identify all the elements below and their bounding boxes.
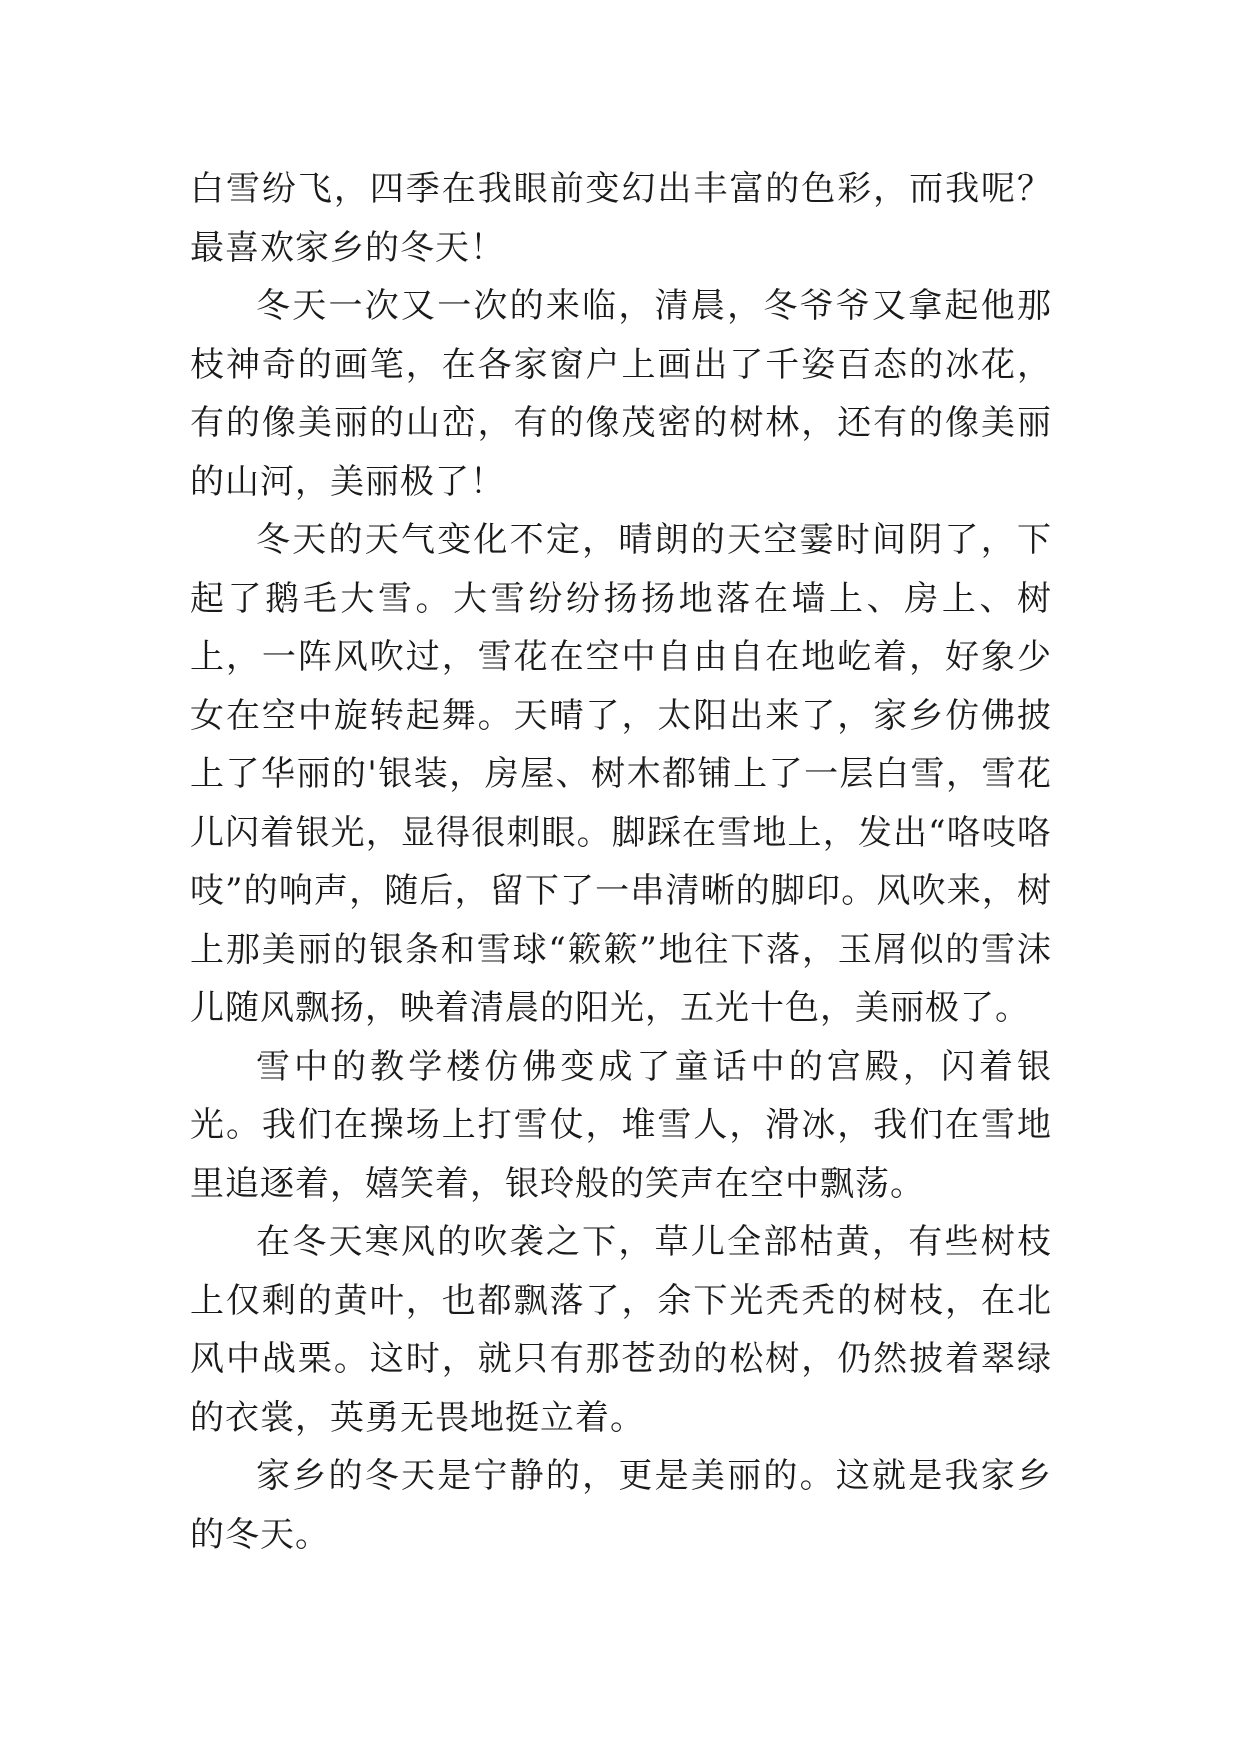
document-page [190,160,1052,1564]
paragraph-6: 家乡的冬天是宁静的，更是美丽的。这就是我家乡的冬天。 [190,1456,1052,1555]
paragraph-5: 在冬天寒风的吹袭之下，草儿全部枯黄，有些树枝上仅剩的黄叶，也都飘落了，余下光秃秃的树枝，在北风中战栗。这时，就只有那苍劲的松树，仍然披着翠绿的衣裳，英勇无畏地挺立着。 [190,1222,1052,1438]
paragraph-1: 白雪纷飞，四季在我眼前变幻出丰富的色彩，而我呢？最喜欢家乡的冬天！ [190,169,1052,268]
paragraph-4: 雪中的教学楼仿佛变成了童话中的宫殿，闪着银光。我们在操场上打雪仗，堆雪人，滑冰，我们在雪地里追逐着，嬉笑着，银玲般的笑声在空中飘荡。 [190,1046,1052,1204]
paragraph-3: 冬天的天气变化不定，晴朗的天空霎时间阴了，下起了鹅毛大雪。大雪纷纷扬扬地落在墙上、房上、树上，一阵风吹过，雪花在空中自由自在地屹着，好象少女在空中旋转起舞。天晴了，太阳出来了，家乡仿佛披上了华丽的'银装，房屋、树木都铺上了一层白雪，雪花儿闪着银光，显得很刺眼。脚踩在雪地上，发出“咯吱咯吱”的响声，随后，留下了一串清晰的脚印。风吹来，树上那美丽的银条和雪球“簌簌”地往下落，玉屑似的雪沫儿随风飘扬，映着清晨的阳光，五光十色，美丽极了。 [190,520,1052,1028]
paragraph-2: 冬天一次又一次的来临，清晨，冬爷爷又拿起他那枝神奇的画笔，在各家窗户上画出了千姿百态的冰花，有的像美丽的山峦，有的像茂密的树林，还有的像美丽的山河，美丽极了！ [190,286,1052,502]
